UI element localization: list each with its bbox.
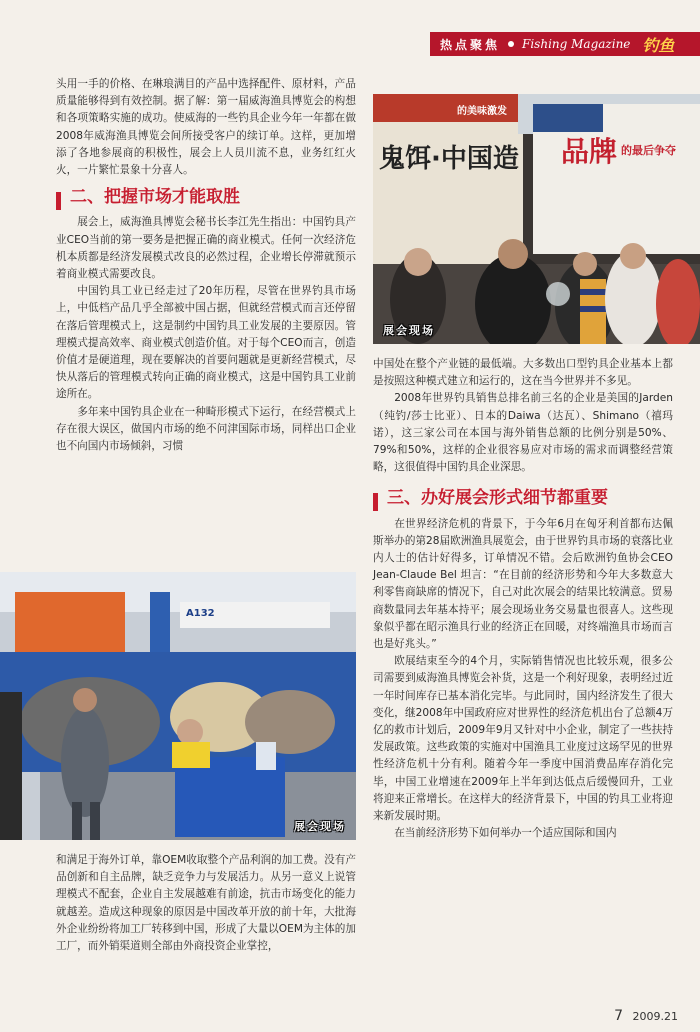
photo-caption: 展会现场 (294, 820, 346, 833)
paragraph: 中国处在整个产业链的最低端。大多数出口型钓具企业基本上都是按照这种模式建立和运行的，这在当今世界并不多见。 (373, 358, 673, 388)
magazine-logo: 钓鱼 (642, 35, 675, 55)
paragraph: 中国钓具工业已经走过了20年历程，尽管在世界钓具市场上，中低档产品几乎全部被中国占据，但就经营模式而言还停留在落后管理模式上，这是制约中国钓具工业发展的主要原因。管理模式提高效率、商业模式创造价值。对于每个CEO而言，创造价值才是硬道理，现在要解决的首要问题就是更新经营模式，尽快从落后的管理模式转向正确的商业模式，这是中国钓具工业前途所在。 (56, 285, 356, 401)
banner-text: 的美味激发 (457, 106, 507, 117)
paragraph: 欧展结束至今的4个月，实际销售情况也比较乐观，很多公司需要到威海渔具博览会补货，这是一个利好现象，表明经过近一年时间库存已基本消化完毕。与此同时，国内经济发生了很大变化，继2008年中国政府应对世界性的经济危机出台了总额4万亿的救市计划后，2009年9月又针对中小企业，制定了一些扶持发展政策。这些政策的实施对中国渔具工业度过这场罕见的世界性经济危机十分有利。随着今年一季度中国消费品库存消化完毕，中国工业增速在2009年上半年到达低点后缓慢回升，工业将迎来正常增长。在这样大的经济背景下，中国的钓具工业将迎来新发展时期。 (373, 655, 673, 823)
bullet-icon (508, 41, 514, 47)
sign-text-right: 品牌 (561, 135, 618, 168)
paragraph: 2008年世界钓具销售总排名前三名的企业是美国的Jarden（纯钓/莎士比亚）、日本的Daiwa（达瓦）、Shimano（禧玛诺），这三家公司在本国与海外销售总额的比例分别是50%、79%和50%，这样的企业很容易应对市场的需求而调整经营策略，这很值得中国钓具企业深思。 (373, 392, 673, 474)
booth-code: A132 (186, 608, 215, 619)
magazine-name: Fishing Magazine (522, 37, 631, 51)
paragraph: 展会上，威海渔具博览会秘书长李江先生指出：中国钓具产业CEO当前的第一要务是把握正确的商业模式。任何一次经济危机本质都是经济发展模式改良的必然过程，企业增长停滞就预示着商业模式需要改良。 (56, 216, 356, 281)
right-column-top (373, 356, 673, 842)
paragraph: 多年来中国钓具企业在一种畸形模式下运行，在经营模式上存在很大误区，做国内市场的绝不问津国际市场，同样出口企业也不向国内市场倾斜，习惯 (56, 405, 356, 453)
section-label: 热点聚焦 (440, 37, 501, 52)
page-number: 7 (614, 1008, 623, 1024)
paragraph: 在世界经济危机的背景下，于今年6月在匈牙利首都布达佩斯举办的第28届欧洲渔具展览会，由于世界钓具市场的衰落比业内人士的估计好得多，订单情况不错。会后欧洲钓鱼协会CEO Jean-Claude Bel 坦言：“在目前的经济形势和今年大多数意大利零售商缺席的情况下，自己对此次展会的结果比较满意。贸易商数量同去年基本持平；展会现场业务交易量也很喜人。这些现象似乎都在昭示渔具行业的经济正在回暖，对终端渔具市场而言也是好兆头。” (373, 517, 673, 651)
section-header-bar (430, 32, 700, 56)
left-column-bottom (56, 852, 356, 955)
page-footer (614, 1008, 678, 1024)
expo-photo-top (373, 94, 700, 344)
left-column-top (56, 76, 356, 455)
expo-photo-booth (0, 572, 356, 840)
photo-illustration (0, 572, 356, 840)
section-heading-2: 二、把握市场才能取胜 (56, 189, 356, 206)
sign-text-left: 鬼饵·中国造 (379, 144, 519, 174)
sign-text-right-sub: 的最后争夺 (621, 144, 676, 157)
paragraph: 和满足于海外订单，靠OEM收取整个产品利润的加工费。没有产品创新和自主品牌，缺乏竞争力与发展活力。从另一意义上说管理模式不配套，企业自主发展越难有前途，抗击市场变化的能力就越差。造成这种现象的原因是中国改革开放的前十年，大批海外企业纷纷将加工厂转移到中国，形成了大量以OEM为主体的加工厂，而外销渠道则全部由外商投资企业掌控， (56, 854, 356, 953)
photo-caption: 展会现场 (383, 324, 435, 337)
issue-number: 2009.21 (632, 1010, 678, 1023)
photo-illustration (373, 94, 700, 344)
paragraph: 在当前经济形势下如何举办一个适应国际和国内 (394, 827, 617, 840)
paragraph: 头用一手的价格、在琳琅满目的产品中选择配件、原材料，产品质量能够得到有效控制。据了解：第一届威海渔具博览会的构想和各项策略实施的成功。使威海的一些钓具企业今年一年都在做2008年威海渔具博览会间所接受客户的续订单。这样，更加增添了各地参展商的积极性，展会上人员川流不息，业务红红火火，一片繁忙景象十分喜人。 (56, 78, 356, 177)
section-heading-3: 三、办好展会形式细节都重要 (373, 490, 673, 507)
